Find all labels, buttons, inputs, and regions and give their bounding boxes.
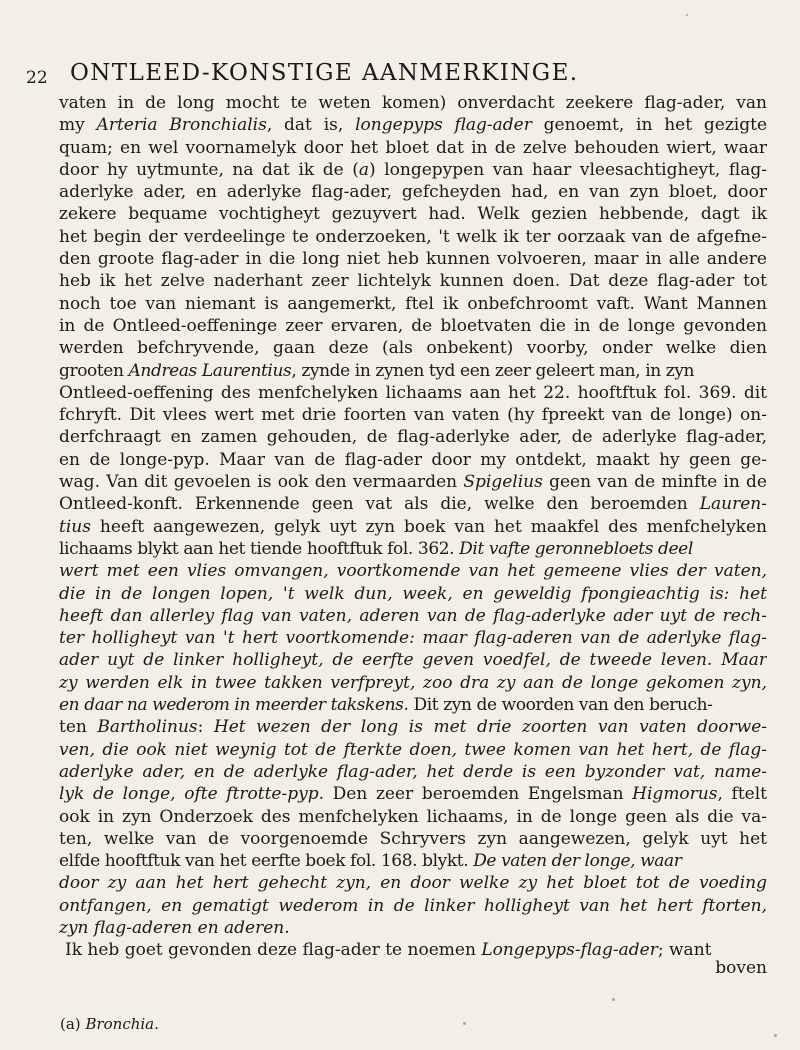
- page-number: 22: [26, 68, 48, 88]
- text-segment: Longepyps-flag-ader: [481, 940, 658, 961]
- text-line: [59, 649, 767, 671]
- text-segment: Lauren-: [699, 494, 767, 515]
- text-line: [59, 872, 767, 894]
- text-line: [59, 694, 767, 716]
- text-segment: in de Ontleed-oeffeninge zeer ervaren, de bloetvaten die in de longe gevonden: [59, 315, 767, 336]
- text-segment: lichaams blykt aan het tiende hooftftuk fol. 362.: [59, 538, 460, 559]
- text-segment: ; want: [657, 940, 712, 961]
- running-title: ONTLEED-KONSTIGE AANMERKINGE.: [70, 60, 579, 86]
- text-line: [59, 203, 767, 225]
- text-line: [59, 917, 767, 939]
- text-line: [59, 226, 767, 248]
- text-segment: elfde hooftftuk van het eerfte boek fol. 168. blykt.: [59, 851, 474, 872]
- text-segment: ten, welke van de voorgenoemde Schryvers zyn aangewezen, gelyk uyt het: [59, 828, 767, 849]
- text-segment: , ftelt: [717, 784, 767, 805]
- text-segment: geen van de minfte in de: [542, 472, 767, 493]
- text-segment: ontfangen, en gematigt wederom in de linker holligheyt van het hert ftorten,: [59, 895, 767, 916]
- text-segment: heeft aangewezen, gelyk uyt zyn boek van het maakfel des menfchelyken: [90, 516, 767, 537]
- text-segment: noch toe van niemant is aangemerkt, ftel ik onbefchroomt vaft. Want Mannen: [59, 293, 767, 314]
- text-segment: aderlyke ader, en de aderlyke flag-ader, het derde is een byzonder vat, name-: [59, 761, 767, 782]
- text-segment: quam; en wel voornamelyk door het bloet dat in de zelve behouden wiert, waar: [59, 137, 767, 158]
- text-segment: Dit vafte geronnebloets deel: [459, 538, 693, 559]
- text-segment: fchryft. Dit vlees wert met drie foorten van vaten (hy fpreekt van de longe) on-: [59, 405, 767, 426]
- text-line: [59, 426, 767, 448]
- text-line: [59, 404, 767, 426]
- text-segment: Dit zyn de woorden van den beruch-: [408, 695, 713, 716]
- text-segment: Ontleed-oeffening des menfchelyken lichaams aan het 22. hooftftuk fol. 369. dit: [59, 382, 767, 403]
- text-line: [59, 471, 767, 493]
- text-line: [59, 828, 767, 850]
- text-segment: vaten in de long mocht te weten komen) onverdacht zeekere flag-ader, van: [59, 93, 767, 113]
- text-segment: het begin der verdeelinge te onderzoeken, 't welk ik ter oorzaak van de afgefne-: [59, 226, 767, 247]
- text-segment: wag. Van dit gevoelen is ook den vermaarden: [59, 472, 464, 493]
- text-segment: ven, die ook niet weynig tot de fterkte doen, twee komen van het hert, de flag-: [59, 739, 767, 760]
- text-line: [59, 137, 767, 159]
- text-segment: my: [59, 115, 97, 136]
- text-segment: ten: [59, 717, 98, 738]
- text-line: [59, 583, 767, 605]
- footnote-marker: (a): [60, 1015, 81, 1033]
- text-segment: :: [197, 717, 214, 738]
- text-segment: , dat is,: [266, 115, 356, 136]
- text-segment: door hy uytmunte, na dat ik de (: [59, 159, 359, 180]
- text-segment: Den zeer beroemden Engelsman: [324, 784, 633, 805]
- footnote: [60, 1015, 159, 1033]
- text-line: [59, 360, 767, 382]
- text-segment: die in de longen lopen, 't welk dun, week, en geweldig fpongieachtig is: het: [59, 583, 767, 604]
- text-line: [59, 739, 767, 761]
- ink-speck: [463, 1022, 466, 1025]
- text-line: [59, 449, 767, 471]
- text-segment: werden befchryvende, gaan deze (als onbekent) voorby, onder welke dien: [59, 338, 767, 359]
- ink-speck: [686, 14, 688, 16]
- text-line: [59, 181, 767, 203]
- text-segment: derfchraagt en zamen gehouden, de flag-aderlyke ader, de aderlyke flag-ader,: [59, 427, 767, 448]
- text-segment: Andreas Laurentius: [128, 360, 292, 381]
- text-line: [59, 538, 767, 560]
- text-line: [59, 516, 767, 538]
- text-segment: ter holligheyt van 't hert voortkomende: maar flag-aderen van de aderlyke flag-: [59, 628, 767, 649]
- text-segment: lyk de longe, ofte ftrotte-pyp.: [59, 784, 325, 805]
- text-line: [59, 92, 767, 114]
- text-line: [59, 783, 767, 805]
- text-segment: ) longepypen van haar vleesachtigheyt, flag-: [369, 159, 767, 180]
- text-line: [59, 895, 767, 917]
- text-segment: en de longe-pyp. Maar van de flag-ader door my ontdekt, maakt hy geen ge-: [59, 449, 767, 470]
- ink-speck: [774, 1034, 777, 1037]
- text-segment: aderlyke ader, en aderlyke flag-ader, gefcheyden had, en van zyn bloet, door: [59, 182, 767, 203]
- ink-speck: [612, 998, 615, 1001]
- text-line: [59, 382, 767, 404]
- text-segment: door zy aan het hert gehecht zyn, en door welke zy het bloet tot de voeding: [59, 873, 767, 894]
- text-segment: Bartholinus: [97, 717, 198, 738]
- text-line: [59, 493, 767, 515]
- text-segment: Arteria Bronchialis: [96, 115, 267, 136]
- text-segment: wert met een vlies omvangen, voortkomende van het gemeene vlies der vaten,: [59, 561, 767, 582]
- text-segment: a: [358, 159, 370, 180]
- text-segment: zyn flag-aderen en aderen.: [59, 917, 290, 938]
- footnote-text: Bronchia.: [85, 1015, 159, 1033]
- text-line: [59, 315, 767, 337]
- text-line: [59, 716, 767, 738]
- text-segment: zy werden elk in twee takken verfpreyt, zoo dra zy aan de longe gekomen zyn,: [59, 672, 767, 693]
- page-header: [26, 60, 766, 90]
- text-line: [59, 605, 767, 627]
- catchword: boven: [715, 958, 767, 979]
- text-segment: longepyps flag-ader: [355, 115, 532, 136]
- text-segment: den groote flag-ader in die long niet heb kunnen volvoeren, maar in alle andere: [59, 249, 767, 270]
- text-line: [59, 159, 767, 181]
- text-line: [59, 293, 767, 315]
- text-line: [59, 337, 767, 359]
- text-line: [59, 627, 767, 649]
- text-segment: zekere bequame vochtigheyt gezuyvert had. Welk gezien hebbende, dagt ik: [59, 204, 767, 225]
- text-segment: , zynde in zynen tyd een zeer geleert man, in zyn: [291, 360, 695, 381]
- text-segment: grooten: [59, 360, 129, 381]
- text-line: [59, 850, 767, 872]
- text-line: [59, 672, 767, 694]
- text-segment: genoemt, in het gezigte: [531, 115, 767, 136]
- text-segment: heb ik het zelve naderhant zeer lichtelyk kunnen doen. Dat deze flag-ader tot: [59, 271, 767, 292]
- text-line: [59, 270, 767, 292]
- text-segment: ook in zyn Onderzoek des menfchelyken lichaams, in de longe geen als die va-: [59, 806, 767, 827]
- text-line: [59, 248, 767, 270]
- text-segment: Higmorus: [632, 784, 718, 805]
- text-line: [59, 114, 767, 136]
- text-segment: ader uyt de linker holligheyt, de eerfte geven voedfel, de tweede leven. Maar: [59, 650, 767, 671]
- text-segment: en daar na wederom in meerder takskens.: [59, 695, 409, 716]
- body-text: [59, 92, 767, 979]
- text-segment: tius: [59, 516, 91, 537]
- text-line: [59, 806, 767, 828]
- text-segment: Ontleed-konft. Erkennende geen vat als die, welke den beroemden: [59, 494, 700, 515]
- text-line: [59, 761, 767, 783]
- text-segment: Ik heb goet gevonden deze flag-ader te noemen: [65, 940, 482, 961]
- text-segment: Het wezen der long is met drie zoorten van vaten doorwe-: [213, 717, 767, 738]
- text-line: [59, 560, 767, 582]
- text-segment: Spigelius: [463, 472, 543, 493]
- text-segment: heeft dan allerley flag van vaten, aderen van de flag-aderlyke ader uyt de rech-: [59, 605, 767, 626]
- text-segment: De vaten der longe, waar: [473, 851, 682, 872]
- text-line: [59, 939, 767, 979]
